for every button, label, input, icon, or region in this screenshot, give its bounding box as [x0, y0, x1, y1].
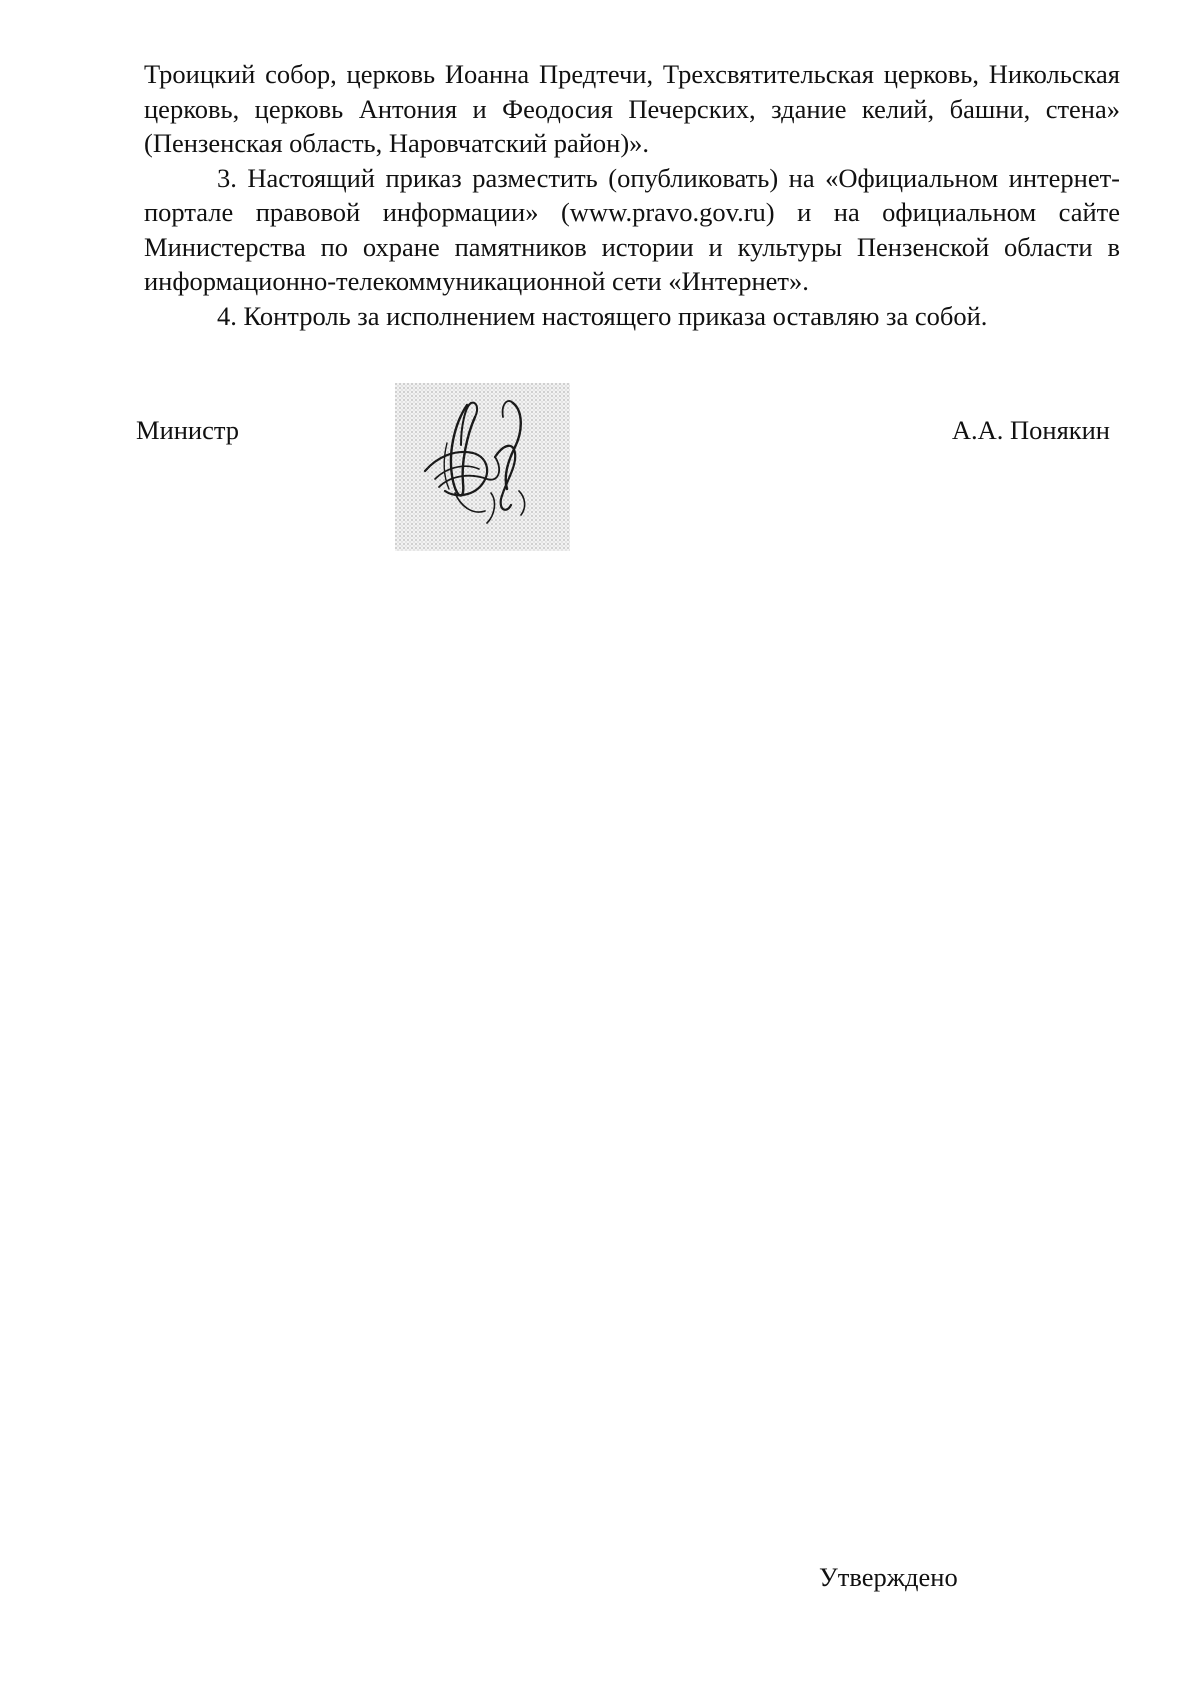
paragraph-continuation: Троицкий собор, церковь Иоанна Предтечи, Трехсвятительская церковь, Никольская церковь, церковь Антония и Феодосия Печерских, здание келий, башни, стена» (Пензенская область, Наровчатский район)». — [144, 59, 1120, 158]
signer-name: А.А. Понякин — [951, 415, 1110, 445]
signature-block — [0, 0, 1200, 600]
paragraph-publication: 3. Настоящий приказ разместить (опубликовать) на «Официальном интернет-портале правовой информации» (www.pravo.gov.ru) и на официальном сайте Министерства по охране памятников истории и культуры Пензенской области в информационно-телекоммуникационной сети «Интернет». — [144, 162, 1120, 296]
signer-position: Министр — [136, 415, 240, 445]
paragraph-control: 4. Контроль за исполнением настоящего приказа оставляю за собой. — [217, 300, 988, 331]
signature-image — [395, 383, 570, 551]
approved-label: Утверждено — [819, 1562, 958, 1592]
